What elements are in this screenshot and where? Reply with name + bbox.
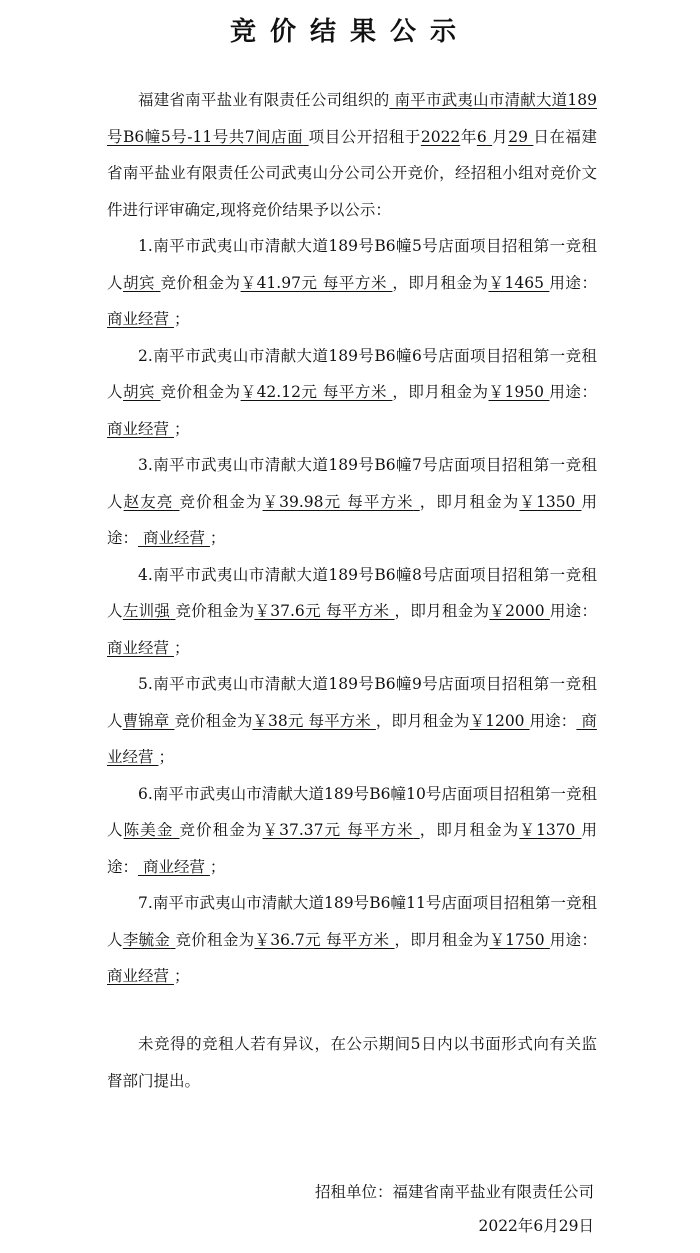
unit-price: ￥37.6元 每平方米 (254, 602, 390, 620)
item-description: 南平市武夷山市清献大道189号B6幢8号店面项目招租第一竞租人 (107, 565, 597, 620)
price-label: 竞价租金为 (174, 711, 253, 730)
usage-value: 商业经营 (107, 638, 170, 657)
unit-price: ￥41.97元 每平方米 (240, 273, 387, 292)
result-list (107, 228, 597, 995)
intro-month-suffix: 月 (492, 127, 509, 146)
item-end: ； (209, 857, 226, 876)
item-number: 2. (138, 346, 153, 365)
signature-date: 2022年6月29日 (478, 1217, 594, 1235)
item-description: 南平市武夷山市清献大道189号B6幢11号店面项目招租第一竞租人 (107, 894, 597, 949)
usage-value: 商业经营 (142, 857, 205, 876)
intro-month: 6 (476, 127, 487, 146)
result-item (107, 666, 597, 776)
item-end: ； (158, 748, 174, 766)
bidder-name: 赵友亮 (123, 492, 174, 511)
item-number: 4. (138, 565, 153, 584)
intro-mid: 项目公开招租于 (308, 127, 421, 146)
usage-label: 用途： (107, 821, 597, 876)
bidder-name: 左训强 (122, 602, 171, 620)
unit-price: ￥42.12元 每平方米 (240, 383, 387, 401)
bidder-name: 胡宾 (123, 383, 156, 401)
monthly-rent: ￥1370 (519, 821, 576, 839)
monthly-rent: ￥1200 (469, 711, 525, 730)
signature-unit: 招租单位：福建省南平盐业有限责任公司 (314, 1183, 594, 1201)
intro-paragraph (107, 82, 597, 228)
price-label: 竞价租金为 (179, 492, 263, 511)
monthly-rent: ￥1350 (519, 492, 576, 511)
bidder-name: 陈美金 (123, 821, 174, 839)
result-item (107, 557, 597, 667)
unit-price: ￥36.7元 每平方米 (254, 930, 390, 949)
item-end: ； (173, 419, 190, 438)
price-label: 竞价租金为 (160, 383, 241, 401)
monthly-rent-label: ，即月租金为 (392, 383, 489, 401)
usage-value: 商业经营 (107, 310, 170, 328)
item-end: ； (173, 638, 190, 657)
monthly-rent-label: ，即月租金为 (394, 930, 490, 949)
bidder-name: 曹锦章 (122, 711, 170, 730)
unit-price: ￥39.98元 每平方米 (262, 492, 414, 511)
intro-day: 29 (508, 127, 528, 146)
price-label: 竞价租金为 (160, 273, 241, 292)
usage-value: 商业经营 (107, 419, 170, 438)
result-item (107, 338, 597, 448)
intro-lead: 福建省南平盐业有限责任公司组织的 (138, 91, 390, 109)
monthly-rent-label: ，即月租金为 (419, 492, 520, 511)
item-description: 南平市武夷山市清献大道189号B6幢9号店面项目招租第一竞租人 (107, 675, 597, 730)
item-number: 3. (138, 456, 153, 474)
intro-year-suffix: 年 (460, 127, 477, 146)
item-number: 1. (138, 237, 153, 255)
item-number: 7. (138, 894, 153, 912)
monthly-rent: ￥1750 (489, 930, 545, 949)
item-end: ； (173, 310, 190, 328)
item-end: ； (173, 967, 190, 985)
item-number: 6. (138, 784, 153, 803)
monthly-rent-label: ，即月租金为 (419, 821, 520, 839)
monthly-rent-label: ，即月租金为 (392, 273, 489, 292)
result-item (107, 885, 597, 995)
notice-paragraph: 未竞得的竞租人若有异议，在公示期间5日内以书面形式向有关监督部门提出。 (107, 1035, 597, 1090)
monthly-rent: ￥1950 (488, 383, 544, 401)
usage-label: 用途： (529, 711, 577, 730)
usage-value: 商业经营 (107, 711, 597, 766)
usage-label: 用途： (549, 383, 597, 401)
price-label: 竞价租金为 (175, 602, 255, 620)
usage-label: 用途： (107, 492, 597, 547)
unit-price: ￥38元 每平方米 (252, 711, 371, 730)
usage-value: 商业经营 (142, 529, 205, 547)
price-label: 竞价租金为 (179, 821, 263, 839)
result-item (107, 228, 597, 338)
intro-project: 南平市武夷山市清献大道189号B6幢5号-11号共7间店面 (107, 91, 597, 146)
monthly-rent-label: ，即月租金为 (375, 711, 470, 730)
monthly-rent: ￥2000 (489, 602, 545, 620)
result-item (107, 447, 597, 557)
monthly-rent-label: ，即月租金为 (394, 602, 490, 620)
usage-label: 用途： (549, 273, 597, 292)
usage-value: 商业经营 (107, 967, 170, 985)
intro-rest: 日在福建省南平盐业有限责任公司武夷山分公司公开竞价，经招租小组对竞价文件进行评审确定,现将竞价结果予以公示： (107, 127, 597, 219)
item-end: ； (209, 529, 226, 547)
monthly-rent: ￥1465 (488, 273, 544, 292)
intro-year: 2022 (420, 127, 461, 146)
item-description: 南平市武夷山市清献大道189号B6幢7号店面项目招租第一竞租人 (107, 456, 597, 511)
bidder-name: 李毓金 (122, 930, 171, 949)
usage-label: 用途： (549, 930, 597, 949)
item-number: 5. (138, 675, 153, 693)
bidder-name: 胡宾 (123, 273, 156, 292)
usage-label: 用途： (549, 602, 597, 620)
item-description: 南平市武夷山市清献大道189号B6幢10号店面项目招租第一竞租人 (107, 784, 597, 839)
result-item (107, 776, 597, 886)
page-title: 竞价结果公示 (229, 17, 470, 47)
item-description: 南平市武夷山市清献大道189号B6幢6号店面项目招租第一竞租人 (107, 346, 597, 401)
price-label: 竞价租金为 (175, 930, 255, 949)
unit-price: ￥37.37元 每平方米 (262, 821, 414, 839)
item-description: 南平市武夷山市清献大道189号B6幢5号店面项目招租第一竞租人 (107, 237, 597, 292)
